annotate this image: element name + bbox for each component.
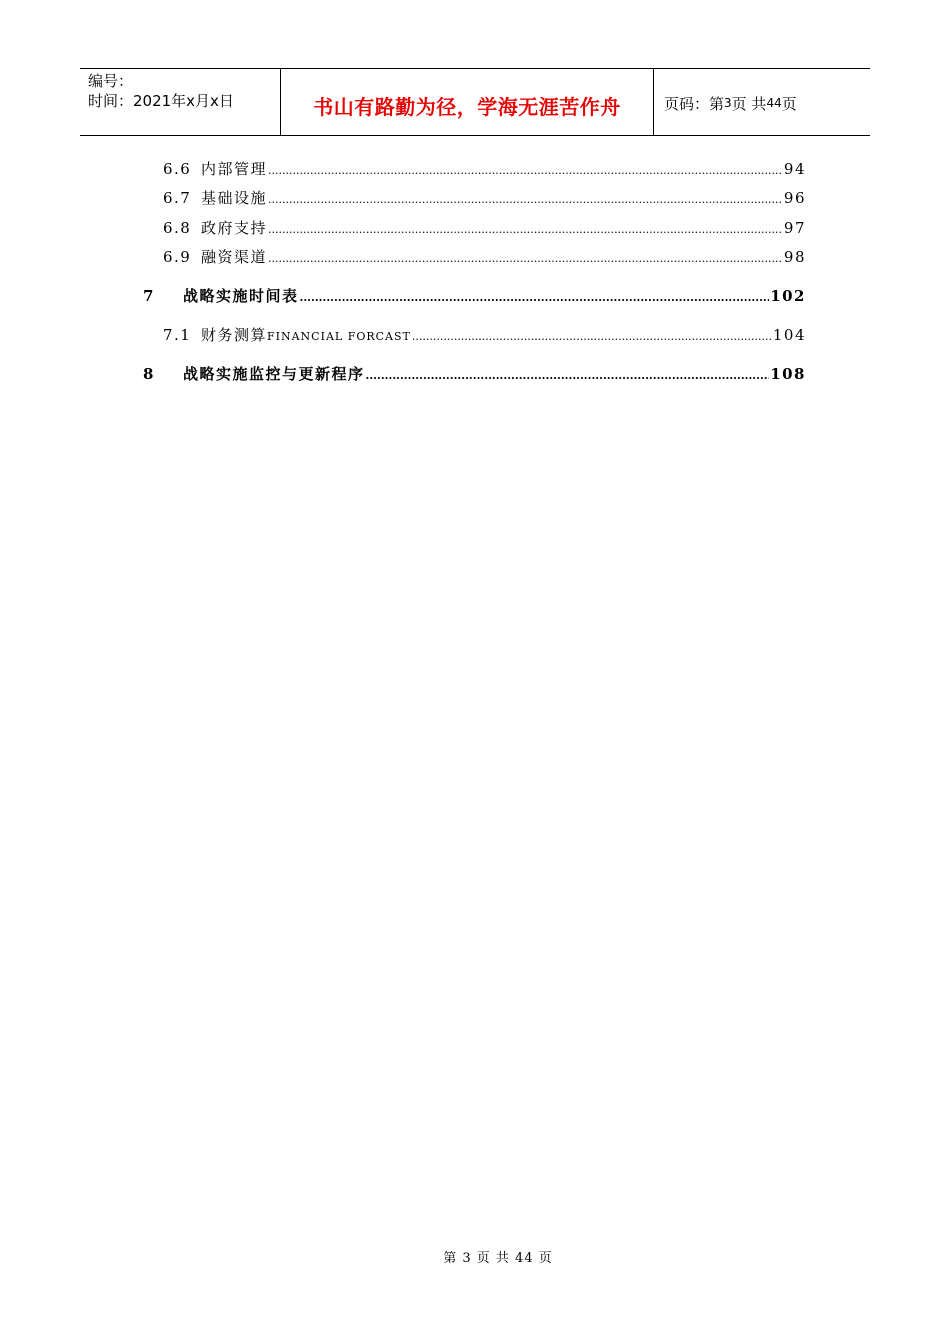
toc-entry-number: 7.1 — [163, 326, 192, 344]
page-prefix: 页码：第 — [664, 94, 725, 113]
toc-entry-title: 融资渠道 — [201, 248, 268, 266]
header-page-indicator — [654, 69, 870, 135]
toc-entry-page: 104 — [772, 326, 806, 344]
toc-entry-title: 政府支持 — [201, 219, 268, 237]
toc-dot-leader — [268, 193, 783, 206]
toc-entry[interactable] — [163, 246, 806, 267]
footer-page-number: 第 3 页 共 44 页 — [443, 1251, 553, 1266]
toc-entry-title: 内部管理 — [201, 160, 268, 178]
toc-entry-number: 6.9 — [163, 248, 192, 266]
page-footer — [0, 1247, 950, 1266]
toc-dot-leader — [300, 291, 770, 304]
page-header — [80, 68, 870, 136]
toc-entry-title — [201, 324, 411, 345]
toc-dot-leader — [268, 223, 783, 236]
page-total: 44 — [766, 96, 782, 110]
toc-entry-page: 98 — [783, 248, 806, 266]
toc-dot-leader — [268, 164, 783, 177]
toc-entry-number: 7 — [143, 287, 155, 305]
header-meta — [80, 69, 281, 135]
toc-entry-title-zh: 财务测算 — [201, 326, 268, 344]
toc-entry-title: 战略实施监控与更新程序 — [183, 365, 365, 383]
toc-entry-number: 6.7 — [163, 189, 192, 207]
toc-entry-page: 94 — [783, 160, 806, 178]
toc-entry-title: 基础设施 — [201, 189, 268, 207]
toc-entry-page: 102 — [770, 287, 806, 305]
toc-entry[interactable] — [143, 363, 806, 384]
toc-entry-number: 8 — [143, 365, 155, 383]
toc-entry[interactable] — [143, 285, 806, 306]
toc-dot-leader — [268, 252, 783, 265]
toc-entry-title-en: FINANCIAL FORCAST — [267, 330, 411, 343]
toc-entry-page: 97 — [783, 219, 806, 237]
toc-entry-number: 6.8 — [163, 219, 192, 237]
toc-entry[interactable] — [163, 158, 806, 179]
document-number-label: 编号： — [88, 72, 134, 90]
page-current: 3 — [724, 96, 732, 110]
page-suffix: 页 — [781, 94, 797, 113]
toc-entry-page: 96 — [783, 189, 806, 207]
toc-entry[interactable] — [163, 187, 806, 208]
toc-entry-page: 108 — [770, 365, 806, 383]
toc-entry-title: 战略实施时间表 — [183, 287, 299, 305]
toc-entry[interactable] — [163, 324, 806, 345]
toc-entry[interactable] — [163, 217, 806, 238]
document-date: 时间：2021年x月x日 — [88, 92, 234, 110]
motto-text: 书山有路勤为径，学海无涯苦作舟 — [313, 94, 621, 119]
header-motto — [281, 69, 654, 135]
toc-dot-leader — [412, 330, 772, 343]
toc-entry-number: 6.6 — [163, 160, 192, 178]
page-mid: 页 共 — [731, 94, 767, 113]
toc-dot-leader — [366, 369, 770, 382]
